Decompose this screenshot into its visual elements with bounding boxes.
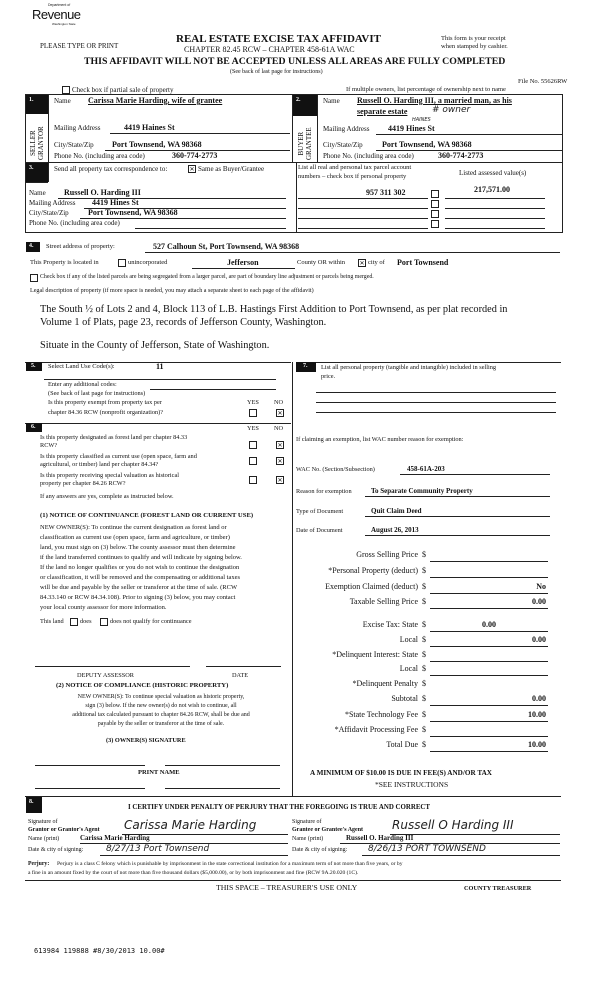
currency-symbol: $ (422, 725, 426, 734)
notice-line: will be due and payable by the seller or transferor at the time of sale. (RCW (40, 584, 238, 591)
grantee-signature-label: Signature of (292, 819, 322, 825)
total-label: Gross Selling Price (356, 550, 418, 559)
current-use-no-checkbox[interactable] (276, 457, 284, 465)
total-value-field[interactable]: 10.00 (528, 710, 546, 719)
exempt-question: Is this property exempt from property tax per (48, 399, 162, 406)
county-field[interactable]: Jefferson (227, 258, 259, 267)
yes-header: YES (247, 399, 259, 406)
buyer-name-field[interactable]: Russell O. Harding III, a married man, as his (357, 96, 512, 105)
owner-annotation: # owner (432, 105, 471, 115)
exempt-yes-checkbox[interactable] (249, 409, 257, 417)
exemption-label: If claiming an exemption, list WAC number reason for exemption: (296, 436, 464, 443)
notice-line: sign (3) below. If the new owner(s) do not wish to continue, all (85, 703, 237, 709)
assessed-value-field[interactable]: 217,571.00 (474, 185, 510, 194)
this-land-label: This land (40, 618, 64, 625)
buyer-name-label: Name (323, 97, 340, 105)
notice-continuance-title: (1) NOTICE OF CONTINUANCE (FOREST LAND OR CURRENT USE) (40, 512, 254, 519)
seller-city-field[interactable]: Port Townsend, WA 98368 (112, 140, 202, 149)
currency-symbol: $ (422, 635, 426, 644)
buyer-label: BUYER (297, 131, 305, 156)
total-label: *Delinquent Interest: State (332, 650, 418, 659)
legal-description-line-3: Situate in the County of Jefferson, State of Washington. (40, 340, 270, 351)
currency-symbol: $ (422, 550, 426, 559)
no-header: NO (274, 399, 284, 406)
address-correction: HAINES (412, 117, 431, 123)
county-or-label: County OR within (297, 259, 346, 266)
grantee-name-print-field[interactable]: Russell O. Harding III (346, 834, 414, 842)
total-value-field[interactable]: 0.00 (482, 620, 496, 629)
section-3-number: 3. (26, 163, 48, 182)
cashier-stamp: 613984 119888 #8/30/2013 10.00# (34, 947, 165, 955)
land-use-instructions: (See back of last page for instructions) (48, 390, 146, 397)
currency-symbol: $ (422, 582, 426, 591)
currency-symbol: $ (422, 664, 426, 673)
tax-phone-label: Phone No. (including area code) (29, 219, 120, 227)
send-correspondence-label: Send all property tax correspondence to: (54, 165, 168, 173)
print-name-label: PRINT NAME (138, 769, 180, 776)
see-back: (See back of last page for instructions) (230, 69, 323, 75)
seller-label: SELLER (29, 130, 37, 156)
form-title: REAL ESTATE EXCISE TAX AFFIDAVIT (176, 33, 381, 45)
reason-label: Reason for exemption (296, 488, 352, 495)
forest-yes-checkbox[interactable] (249, 441, 257, 449)
notice-line: NEW OWNER(S): To continue the current designation as forest land or (40, 524, 227, 531)
personal-property-checkbox-1[interactable] (431, 190, 439, 198)
grantee-date-city-label: Date & city of signing: (292, 847, 348, 853)
seller-name-label: Name (54, 97, 71, 105)
does-label: does (80, 618, 92, 625)
grantor-agent-label: Grantor or Grantor's Agent (28, 827, 100, 833)
buyer-name-field-line-2[interactable]: separate estate (357, 107, 408, 116)
historical-no-checkbox[interactable] (276, 476, 284, 484)
parcel-number-field[interactable]: 957 311 302 (366, 188, 406, 197)
section-5-number: 5. (26, 362, 42, 371)
city-field[interactable]: Port Townsend (397, 258, 449, 267)
notice-line: your local county assessor for more information. (40, 604, 167, 611)
total-label: Local (399, 664, 418, 673)
total-value-field[interactable]: No (536, 582, 546, 591)
currency-symbol: $ (422, 650, 426, 659)
city-of-label: city of (368, 259, 385, 266)
segregated-label: Check box if any of the listed parcels are being segregated from a larger parcel, are part of boundary line adjustment or parcels being merged. (40, 274, 374, 280)
if-yes-note: If any answers are yes, complete as instructed below. (40, 493, 174, 500)
date-label: DATE (232, 672, 249, 679)
grantee-label: GRANTEE (304, 127, 313, 160)
section-2-number: 2. (293, 95, 317, 116)
notice-continuance-text (40, 523, 290, 613)
total-label: *Affidavit Processing Fee (334, 725, 418, 734)
does-qualify-checkbox[interactable] (70, 618, 78, 626)
historical-yes-checkbox[interactable] (249, 476, 257, 484)
file-no: File No. 55626RW (518, 78, 568, 85)
section-8-number: 8. (26, 797, 42, 813)
grantor-label: GRANTOR (36, 126, 45, 160)
currency-symbol: $ (422, 679, 426, 688)
total-value-field[interactable]: 0.00 (532, 635, 546, 644)
grantor-date-city-field[interactable]: 8/27/13 Port Townsend (106, 844, 210, 854)
buyer-grantee-label (298, 127, 313, 160)
warning: THIS AFFIDAVIT WILL NOT BE ACCEPTED UNLESS ALL AREAS ARE FULLY COMPLETED (84, 56, 506, 67)
forest-question-2: RCW? (40, 442, 58, 449)
legal-description-label: Legal description of property (if more space is needed, you may attach a separate sheet to each page of the affidavit) (30, 288, 314, 294)
exempt-question-2: chapter 84.36 RCW (nonprofit organization)? (48, 409, 164, 416)
notice-line: NEW OWNER(S): To continue special valuation as historic property, (77, 694, 245, 700)
current-use-question-2: agricultural, or timber) land per chapter 84.34? (40, 461, 159, 468)
land-use-field[interactable]: 11 (156, 362, 164, 371)
perjury-label: Perjury: (28, 861, 50, 867)
personal-property-checkbox-4[interactable] (431, 220, 439, 228)
section-1-number: 1. (26, 95, 48, 114)
notice-line: additional tax calculated pursuant to chapter 84.26 RCW, shall be due and (72, 712, 250, 718)
notice-compliance-title: (2) NOTICE OF COMPLIANCE (HISTORIC PROPERTY) (56, 682, 229, 689)
does-not-label: does not qualify for continuance (110, 618, 192, 625)
does-not-qualify-checkbox[interactable] (100, 618, 108, 626)
notice-line: or classification, it will be removed and the compensating or additional taxes (40, 574, 240, 581)
logo-sub: Washington State (52, 22, 76, 26)
land-use-label: Select Land Use Code(s): (48, 363, 115, 370)
buyer-city-label: City/State/Zip (323, 141, 363, 149)
total-label: Total Due (386, 740, 418, 749)
section-6-number: 6. (26, 423, 42, 432)
notice-line: land, you must sign on (3) below. The county assessor must then determine (40, 544, 236, 551)
document-date-field[interactable]: August 26, 2013 (371, 526, 419, 534)
seller-phone-label: Phone No. (including area code) (54, 152, 145, 160)
currency-symbol: $ (422, 710, 426, 719)
notice-line: if the land transferred continues to qualify and will indicate by signing below. (40, 554, 242, 561)
multiple-owners-note: If multiple owners, list percentage of ownership next to name (346, 86, 506, 93)
additional-codes-label: Enter any additional codes: (48, 381, 117, 388)
historical-question-2: property per chapter 84.26 RCW? (40, 480, 126, 487)
tax-name-label: Name (29, 189, 46, 197)
seller-name-field[interactable]: Carissa Marie Harding, wife of grantee (88, 96, 223, 105)
partial-sale-label: Check box if partial sale of property (72, 86, 174, 94)
no-header-6: NO (274, 425, 284, 432)
personal-property-label: List all personal property (tangible and intangible) included in selling (321, 364, 497, 371)
grantor-date-city-label: Date & city of signing: (28, 847, 84, 853)
grantor-name-print-field[interactable]: Carissa Marie Harding (80, 834, 150, 842)
section-7-number: 7. (296, 362, 316, 372)
within-city-checkbox[interactable] (358, 259, 366, 267)
grantee-name-print-label: Name (print) (292, 836, 324, 842)
unincorporated-checkbox[interactable] (118, 259, 126, 267)
see-instructions: *SEE INSTRUCTIONS (375, 780, 449, 789)
receipt-note-2: when stamped by cashier. (441, 43, 508, 50)
exempt-no-checkbox[interactable] (276, 409, 284, 417)
seller-city-label: City/State/Zip (54, 141, 94, 149)
notice-line: If the land no longer qualifies or you do not wish to continue the designation (40, 564, 240, 571)
grantee-date-city-field[interactable]: 8/26/13 PORT TOWNSEND (368, 844, 486, 854)
perjury-text-2: a fine in an amount fixed by the court of not more than five thousand dollars ($5,000.00), or by both imprisonment and fine (RCW 9A.20.020 (1C). (28, 870, 359, 876)
tax-city-field[interactable]: Port Townsend, WA 98368 (88, 208, 178, 217)
total-label: Excise Tax: State (362, 620, 418, 629)
located-label: This Property is located in (30, 259, 99, 266)
currency-symbol: $ (422, 620, 426, 629)
wac-label: WAC No. (Section/Subsection) (296, 466, 375, 473)
certify-statement: I CERTIFY UNDER PENALTY OF PERJURY THAT THE FOREGOING IS TRUE AND CORRECT (128, 804, 430, 811)
chapter: CHAPTER 82.45 RCW – CHAPTER 458-61A WAC (184, 45, 355, 54)
tax-city-label: City/State/Zip (29, 209, 69, 217)
total-label: Exemption Claimed (deduct) (325, 582, 418, 591)
currency-symbol: $ (422, 694, 426, 703)
same-as-buyer-label: Same as Buyer/Grantee (198, 165, 265, 173)
seller-mail-label: Mailing Address (54, 124, 101, 132)
personal-property-label-2: price. (321, 373, 336, 380)
grantor-signature-label: Signature of (28, 819, 58, 825)
wac-field[interactable]: 458-61A-203 (407, 465, 445, 473)
deputy-assessor-label: DEPUTY ASSESSOR (77, 672, 134, 679)
section-4-number: 4. (26, 242, 40, 252)
historical-question: Is this property receiving special valuation as historical (40, 472, 180, 479)
legal-description-line-2: Volume 1 of Plats, page 23, records of Jefferson County, Washington. (40, 317, 327, 328)
grantor-signature[interactable]: Carissa Marie Harding (124, 818, 257, 832)
personal-property-checkbox-2[interactable] (431, 200, 439, 208)
currency-symbol: $ (422, 597, 426, 606)
total-value-field[interactable]: 0.00 (532, 597, 546, 606)
seller-mail-field[interactable]: 4419 Haines St (124, 123, 175, 132)
county-treasurer-label: COUNTY TREASURER (464, 885, 532, 892)
seller-phone-field[interactable]: 360-774-2773 (172, 151, 218, 160)
yes-header-6: YES (247, 425, 259, 432)
perjury-text-1: Perjury is a class C felony which is punishable by imprisonment in the state correctional institution for a maximum term of not more than five years, or by (57, 861, 403, 867)
document-type-field[interactable]: Quit Claim Deed (371, 507, 422, 515)
owner-signature-label: (3) OWNER(S) SIGNATURE (106, 737, 186, 744)
please-type: PLEASE TYPE OR PRINT (40, 42, 119, 50)
notice-line: payable by the seller or transferor at the time of sale. (97, 721, 225, 727)
seller-grantor-label (30, 126, 45, 160)
reason-field[interactable]: To Separate Community Property (371, 487, 473, 495)
total-label: Taxable Selling Price (349, 597, 418, 606)
total-value-field[interactable]: 0.00 (532, 694, 546, 703)
grantee-signature[interactable]: Russell O Harding III (392, 818, 514, 832)
parcels-label: List all real and personal tax parcel account (298, 164, 412, 171)
parcels-label-2: numbers – check box if personal property (298, 173, 407, 180)
grantor-name-print-label: Name (print) (28, 836, 60, 842)
total-label: Local (399, 635, 418, 644)
unincorporated-label: unincorporated (128, 259, 168, 266)
logo-top: Department of (48, 3, 71, 7)
total-label: Subtotal (391, 694, 418, 703)
current-use-question: Is this property classified as current use (open space, farm and (40, 453, 197, 460)
buyer-mail-field[interactable]: 4419 Hines St (388, 124, 435, 133)
personal-property-checkbox-3[interactable] (431, 210, 439, 218)
currency-symbol: $ (422, 566, 426, 575)
notice-line: classification as current use (open space, farm and agriculture, or timber) (40, 534, 230, 541)
forest-question: Is this property designated as forest land per chapter 84.33 (40, 434, 188, 441)
treasurer-space-label: THIS SPACE – TREASURER'S USE ONLY (216, 883, 358, 892)
grantee-agent-label: Grantee or Grantee's Agent (292, 827, 364, 833)
street-label: Street address of property: (46, 243, 115, 250)
currency-symbol: $ (422, 740, 426, 749)
current-use-yes-checkbox[interactable] (249, 457, 257, 465)
document-date-label: Date of Document (296, 527, 343, 534)
total-label: *Personal Property (deduct) (328, 566, 418, 575)
tax-name-field[interactable]: Russell O. Harding III (64, 188, 141, 197)
document-type-label: Type of Document (296, 508, 344, 515)
total-value-field[interactable]: 10.00 (528, 740, 546, 749)
minimum-due-note: A MINIMUM OF $10.00 IS DUE IN FEE(S) AND/OR TAX (310, 769, 492, 777)
same-as-buyer-checkbox[interactable] (188, 165, 196, 173)
buyer-mail-label: Mailing Address (323, 125, 370, 133)
notice-line: 84.33.140 or RCW 84.34.108). Prior to signing (3) below, you may contact (40, 594, 236, 601)
receipt-note-1: This form is your receipt (441, 35, 506, 42)
notice-compliance-text (36, 693, 286, 729)
buyer-phone-field[interactable]: 360-774-2773 (438, 151, 484, 160)
buyer-city-field[interactable]: Port Townsend, WA 98368 (382, 140, 472, 149)
street-field[interactable]: 527 Calhoun St, Port Townsend, WA 98368 (153, 242, 300, 251)
tax-mail-field[interactable]: 4419 Hines St (92, 198, 139, 207)
buyer-phone-label: Phone No. (including area code) (323, 152, 414, 160)
total-label: *State Technology Fee (344, 710, 418, 719)
legal-description-line-1: The South ½ of Lots 2 and 4, Block 113 of L.B. Hastings First Addition to Port Townsend, as per plat recorded in (40, 304, 508, 315)
tax-mail-label: Mailing Address (29, 199, 76, 207)
assessed-label: Listed assessed value(s) (459, 169, 527, 177)
total-label: *Delinquent Penalty (352, 679, 418, 688)
partial-sale-checkbox[interactable] (62, 86, 70, 94)
forest-no-checkbox[interactable] (276, 441, 284, 449)
segregated-checkbox[interactable] (30, 274, 38, 282)
logo-main: Revenue (32, 7, 81, 22)
